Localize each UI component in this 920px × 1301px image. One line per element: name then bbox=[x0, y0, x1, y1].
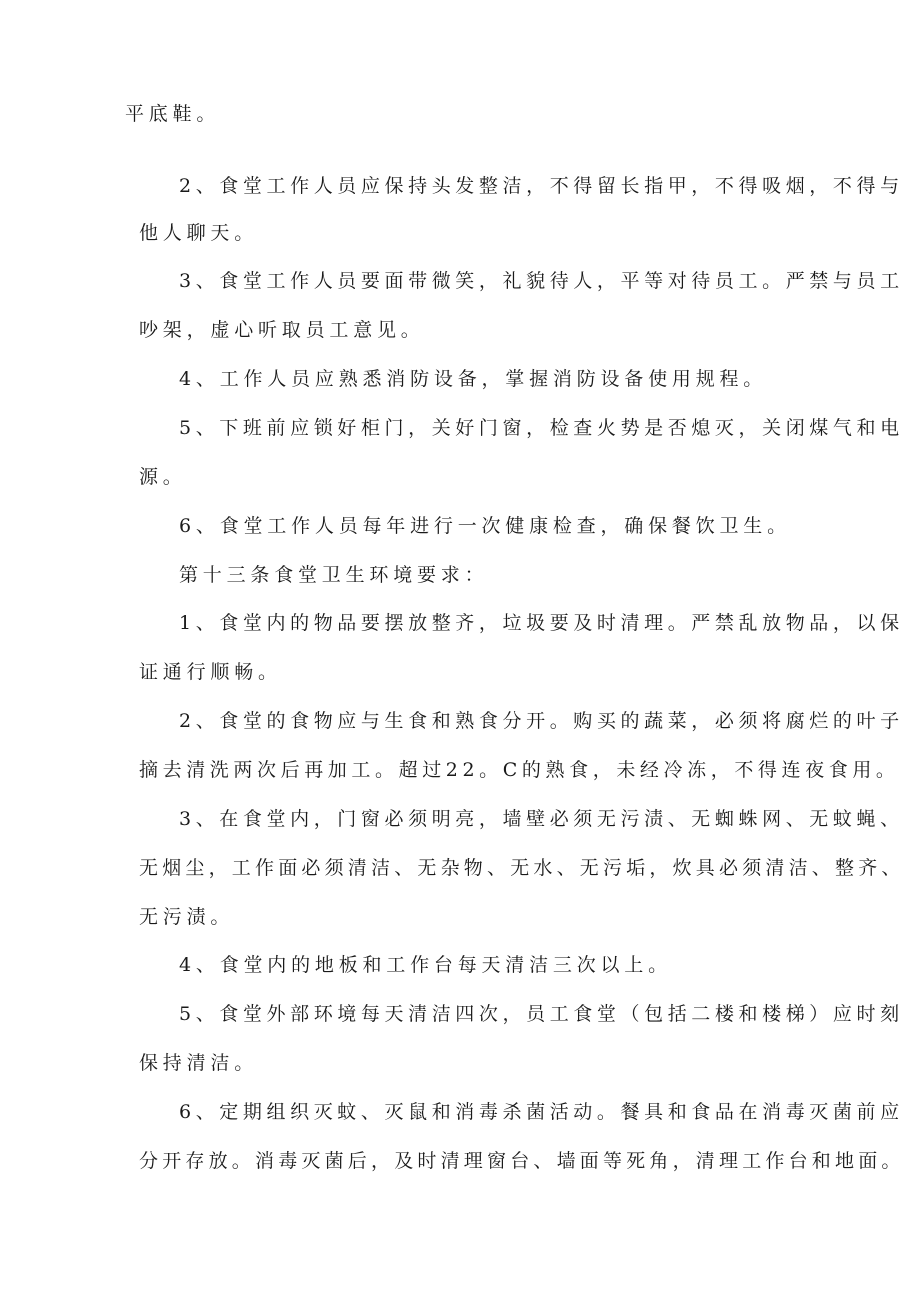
text-line-19: 5、食堂外部环境每天清洁四次，员工食堂（包括二楼和楼梯）应时刻 bbox=[179, 1003, 904, 1025]
text-line-21: 6、定期组织灭蚊、灭鼠和消毒杀菌活动。餐具和食品在消毒灭菌前应 bbox=[179, 1101, 904, 1123]
text-line-4: 3、食堂工作人员要面带微笑，礼貌待人，平等对待员工。严禁与员工 bbox=[179, 270, 904, 292]
text-line-18: 4、食堂内的地板和工作台每天清洁三次以上。 bbox=[179, 954, 672, 976]
text-line-14: 摘去清洗两次后再加工。超过22。C的熟食，未经冷冻，不得连夜食用。 bbox=[139, 759, 900, 781]
text-line-20: 保持清洁。 bbox=[139, 1052, 259, 1074]
text-line-16: 无烟尘，工作面必须清洁、无杂物、无水、无污垢，炊具必须清洁、整齐、 bbox=[139, 857, 905, 879]
text-line-13: 2、食堂的食物应与生食和熟食分开。购买的蔬菜，必须将腐烂的叶子 bbox=[179, 710, 904, 732]
text-line-22: 分开存放。消毒灭菌后，及时清理窗台、墙面等死角，清理工作台和地面。 bbox=[139, 1150, 905, 1172]
text-line-7: 5、下班前应锁好柜门，关好门窗，检查火势是否熄灭，关闭煤气和电 bbox=[179, 417, 904, 439]
text-line-11: 1、食堂内的物品要摆放整齐，垃圾要及时清理。严禁乱放物品，以保 bbox=[179, 612, 904, 634]
text-line-1: 平底鞋。 bbox=[125, 103, 221, 125]
text-line-2: 2、食堂工作人员应保持头发整洁，不得留长指甲，不得吸烟，不得与 bbox=[179, 175, 904, 197]
text-line-5: 吵架，虚心听取员工意见。 bbox=[139, 319, 425, 341]
text-line-12: 证通行顺畅。 bbox=[139, 661, 282, 683]
text-line-17: 无污渍。 bbox=[139, 906, 235, 928]
text-line-10: 第十三条食堂卫生环境要求： bbox=[179, 564, 489, 586]
text-line-6: 4、工作人员应熟悉消防设备，掌握消防设备使用规程。 bbox=[179, 368, 768, 390]
text-line-9: 6、食堂工作人员每年进行一次健康检查，确保餐饮卫生。 bbox=[179, 515, 791, 537]
text-line-8: 源。 bbox=[139, 466, 187, 488]
text-line-3: 他人聊天。 bbox=[139, 222, 259, 244]
text-line-15: 3、在食堂内，门窗必须明亮，墙壁必须无污渍、无蜘蛛网、无蚊蝇、 bbox=[179, 808, 904, 830]
